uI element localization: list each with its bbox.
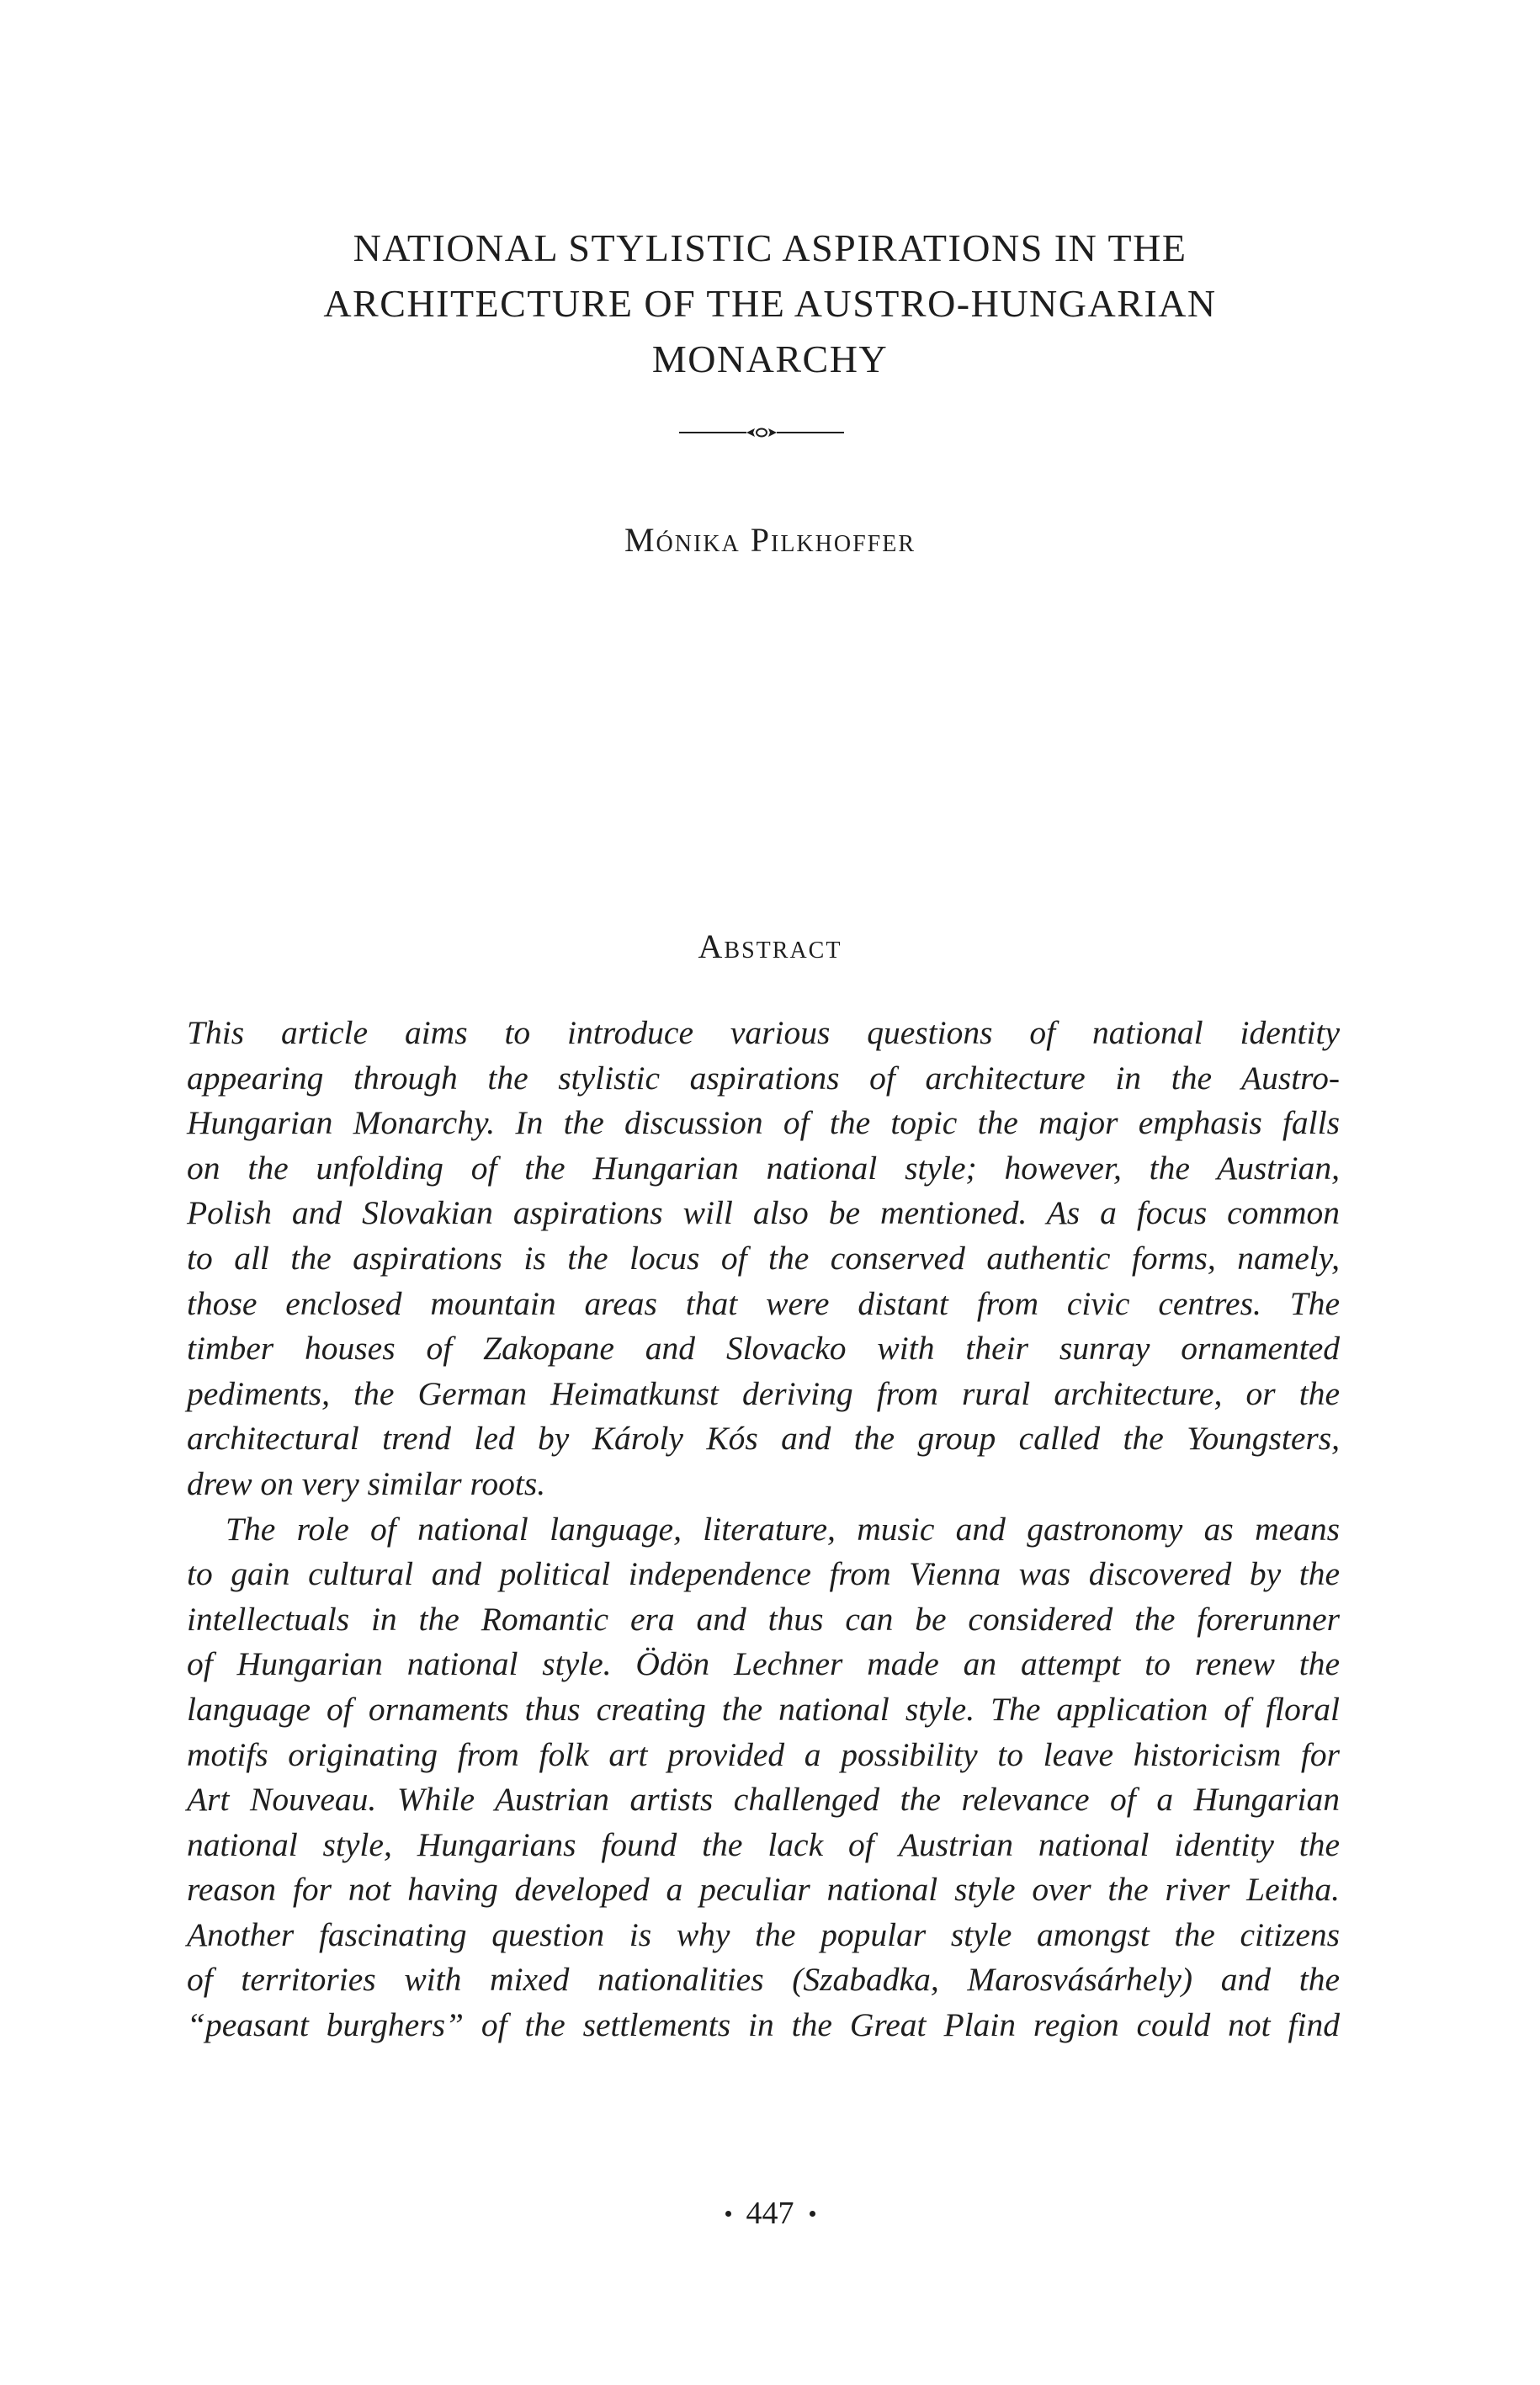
fleuron-divider-icon [677,422,846,443]
abstract-line: intellectuals in the Romantic era and thus can be considered the forerunner [187,1600,1340,1638]
abstract-line: timber houses of Zakopane and Slovacko with their sunray ornamented [187,1330,1340,1368]
abstract-line: to gain cultural and political independence from Vienna was discovered by the [187,1555,1340,1593]
abstract-line: of Hungarian national style. Ödön Lechner made an attempt to renew the [187,1645,1340,1683]
abstract-line: reason for not having developed a peculiar national style over the river Leitha. [187,1871,1340,1909]
bullet-icon [725,2211,731,2217]
abstract-line: Hungarian Monarchy. In the discussion of the topic the major emphasis falls [187,1104,1340,1142]
abstract-body [187,1011,1340,2048]
title-line: NATIONAL STYLISTIC ASPIRATIONS IN THE [353,226,1187,269]
abstract-line: “peasant burghers” of the settlements in the Great Plain region could not find [187,2006,1340,2044]
article-title [252,220,1288,387]
page-number-value: 447 [746,2196,794,2231]
abstract-line: drew on very similar roots. [187,1464,546,1502]
abstract-line: Art Nouveau. While Austrian artists challenged the relevance of a Hungarian [187,1781,1340,1819]
abstract-line: Polish and Slovakian aspirations will also be mentioned. As a focus common [187,1194,1340,1232]
abstract-line: language of ornaments thus creating the national style. The application of floral [187,1690,1340,1728]
abstract-line: on the unfolding of the Hungarian national style; however, the Austrian, [187,1149,1340,1187]
author-name: Mónika Pilkhoffer [624,521,916,559]
abstract-line: Another fascinating question is why the popular style amongst the citizens [187,1915,1340,1953]
title-line: MONARCHY [651,337,889,380]
abstract-line: of territories with mixed nationalities (Szabadka, Marosvásárhely) and the [187,1961,1340,1999]
abstract-line: those enclosed mountain areas that were distant from civic centres. The [187,1284,1340,1322]
abstract-line: motifs originating from folk art provided a possibility to leave historicism for [187,1735,1340,1773]
abstract-line: to all the aspirations is the locus of the conserved authentic forms, namely, [187,1239,1340,1277]
bullet-icon [810,2211,815,2217]
abstract-line: appearing through the stylistic aspirations of architecture in the Austro- [187,1059,1340,1097]
abstract-line: The role of national language, literature, music and gastronomy as means [226,1510,1340,1548]
abstract-line: national style, Hungarians found the lack of Austrian national identity the [187,1825,1340,1863]
abstract-line: architectural trend led by Károly Kós and the group called the Youngsters, [187,1420,1340,1458]
abstract-line: This article aims to introduce various questions of national identity [187,1014,1340,1051]
abstract-heading: Abstract [698,927,842,965]
title-line: ARCHITECTURE OF THE AUSTRO-HUNGARIAN [323,282,1217,325]
page-number [252,2195,1288,2232]
abstract-line: pediments, the German Heimatkunst deriving from rural architecture, or the [187,1374,1340,1412]
